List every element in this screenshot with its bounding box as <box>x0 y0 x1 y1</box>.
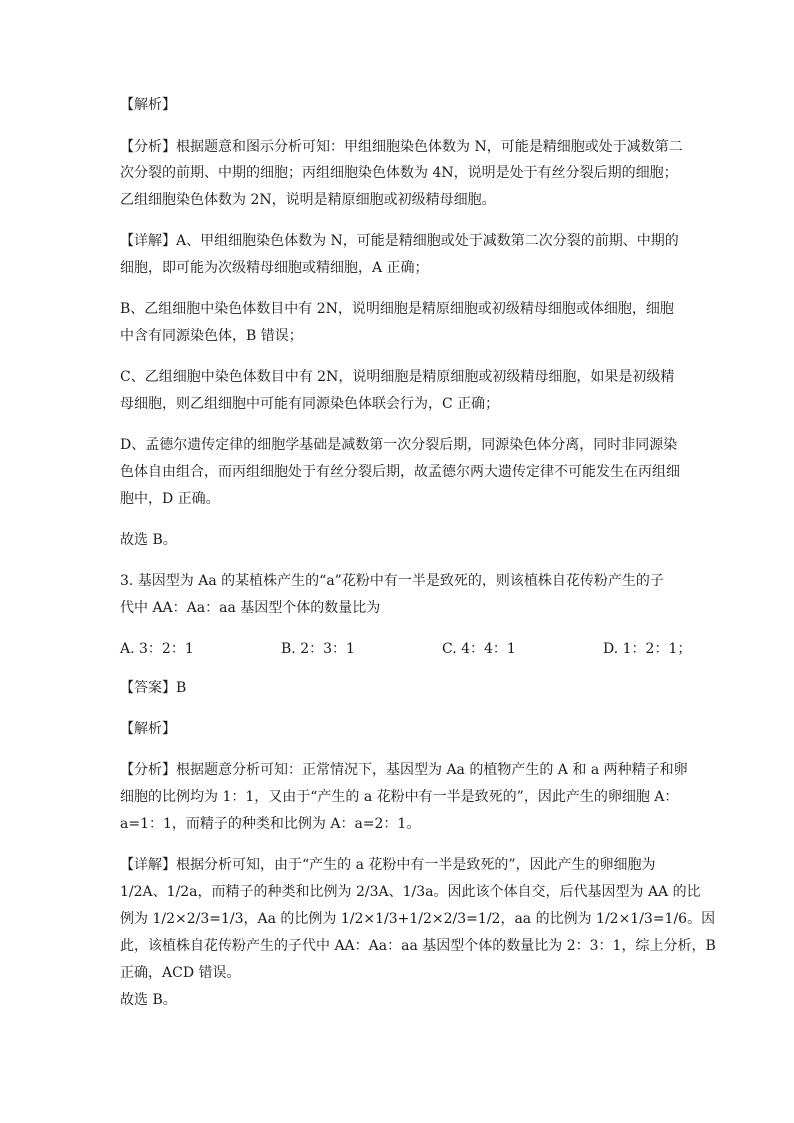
paragraph-line: 细胞的比例均为 1：1，又由于“产生的 a 花粉中有一半是致死的”，因此产生的卵细胞 A： <box>120 789 679 805</box>
section-heading-analysis: 【解析】 <box>120 97 176 113</box>
paragraph-line: 色体自由组合，而丙组细胞处于有丝分裂后期，故孟德尔两大遗传定律不可能发生在丙组细 <box>120 464 680 480</box>
paragraph-line: 正确，ACD 错误。 <box>120 965 241 981</box>
paragraph-line: 【分析】根据题意和图示分析可知：甲组细胞染色体数为 N，可能是精细胞或处于减数第二 <box>120 139 683 155</box>
paragraph-line: B、乙组细胞中染色体数目中有 2N，说明细胞是精原细胞或初级精母细胞或体细胞，细胞 <box>120 301 674 317</box>
paragraph-line: 此，该植株自花传粉产生的子代中 AA：Aa：aa 基因型个体的数量比为 2：3：1，综上分析，B <box>120 938 716 954</box>
conclusion-line: 故选 B。 <box>120 532 177 548</box>
option-b: B. 2：3：1 <box>281 641 355 657</box>
option-d: D. 1：2：1； <box>603 641 692 657</box>
paragraph-line: 【详解】A、甲组细胞染色体数为 N，可能是精细胞或处于减数第二次分裂的前期、中期的 <box>120 233 679 249</box>
paragraph-line: C、乙组细胞中染色体数目中有 2N，说明细胞是精原细胞或初级精母细胞，如果是初级精 <box>120 369 675 385</box>
paragraph-line: a=1：1，而精子的种类和比例为 A：a=2：1。 <box>120 816 421 832</box>
answer-line: 【答案】B <box>120 680 187 696</box>
question-line: 代中 AA：Aa：aa 基因型个体的数量比为 <box>120 600 381 616</box>
option-a: A. 3：2：1 <box>120 641 194 657</box>
paragraph-line: 【分析】根据题意分析可知：正常情况下，基因型为 Aa 的植物产生的 A 和 a 两种精子和卵 <box>120 762 688 778</box>
paragraph-line: 母细胞，则乙组细胞中可能有同源染色体联会行为，C 正确； <box>120 396 500 412</box>
option-c: C. 4：4：1 <box>442 641 516 657</box>
paragraph-line: 细胞，即可能为次级精母细胞或精细胞，A 正确； <box>120 260 429 276</box>
paragraph-line: 中含有同源染色体，B 错误； <box>120 328 303 344</box>
paragraph-line: 乙组细胞染色体数为 2N，说明是精原细胞或初级精母细胞。 <box>120 192 496 208</box>
conclusion-line: 故选 B。 <box>120 992 177 1008</box>
paragraph-line: 次分裂的前期、中期的细胞；丙组细胞染色体数为 4N，说明是处于有丝分裂后期的细胞； <box>120 165 678 181</box>
section-heading-analysis: 【解析】 <box>120 721 176 737</box>
paragraph-line: 例为 1/2×2/3=1/3，Aa 的比例为 1/2×1/3+1/2×2/3=1/2，aa 的比例为 1/2×1/3=1/6。因 <box>120 911 716 927</box>
paragraph-line: 【详解】根据分析可知，由于“产生的 a 花粉中有一半是致死的”，因此产生的卵细胞为 <box>120 857 656 873</box>
paragraph-line: 胞中，D 正确。 <box>120 491 220 507</box>
paragraph-line: 1/2A、1/2a，而精子的种类和比例为 2/3A、1/3a。因此该个体自交，后代基因型为 AA 的比 <box>120 884 701 900</box>
paragraph-line: D、孟德尔遗传定律的细胞学基础是减数第一次分裂后期，同源染色体分离，同时非同源染 <box>120 437 678 453</box>
question-line: 3. 基因型为 Aa 的某植株产生的“a”花粉中有一半是致死的，则该植株自花传粉产生的子 <box>120 573 664 589</box>
